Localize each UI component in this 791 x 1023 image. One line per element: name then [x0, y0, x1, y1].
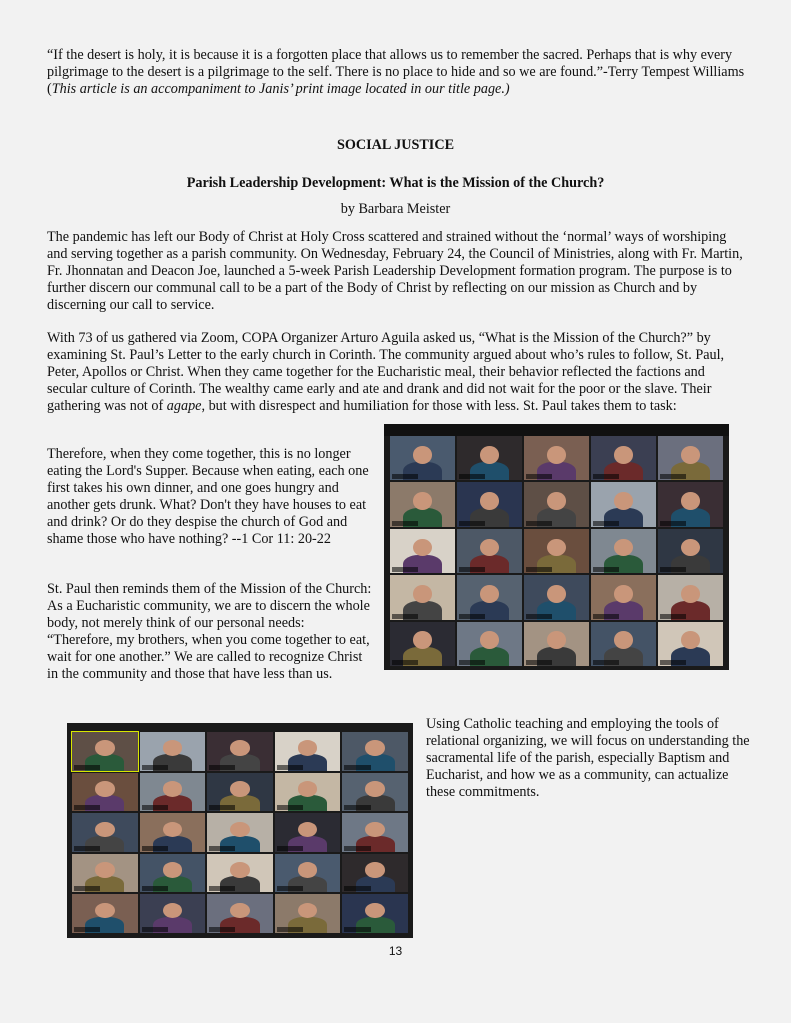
article-title: Parish Leadership Development: What is the Mission of the Church?: [186, 175, 605, 191]
participant-tile: [140, 773, 206, 812]
participant-name-label: [344, 886, 370, 891]
participant-name-label: [392, 521, 418, 526]
participant-tile: [457, 529, 522, 573]
participant-face: [365, 822, 385, 837]
participant-tile: [457, 622, 522, 666]
participant-name-label: [660, 660, 686, 665]
participant-face: [614, 492, 634, 510]
participant-tile: [658, 575, 723, 619]
participant-name-label: [142, 765, 168, 770]
participant-tile: [524, 482, 589, 526]
participant-tile: [658, 529, 723, 573]
paragraph-intro: The pandemic has left our Body of Christ at Holy Cross scattered and strained without the ‘normal’ ways of worshiping and serving together as a parish community. On Wednesday, February 24, the Council of Ministries, along with Fr. Martin, Fr. Jhonnatan and Deacon Joe, launched a 5-week Parish Leadership Development formation program. The purpose is to further discern our communal call to be a part of the Body of Christ by reflecting on our mission as Church and by discerning our call to service.: [47, 229, 743, 313]
participant-face: [95, 903, 115, 918]
participant-name-label: [344, 805, 370, 810]
participant-tile: [658, 622, 723, 666]
participant-tile: [524, 529, 589, 573]
participant-tile: [275, 894, 341, 933]
participant-tile: [207, 773, 273, 812]
participant-face: [681, 446, 701, 464]
participant-tile: [342, 894, 408, 933]
participant-tile: [524, 622, 589, 666]
participant-face: [163, 781, 183, 796]
zoom-title-bar: [384, 424, 729, 436]
participant-tile: [457, 482, 522, 526]
participant-name-label: [660, 614, 686, 619]
participant-face: [95, 862, 115, 877]
participant-tile: [457, 436, 522, 480]
participant-tile: [140, 813, 206, 852]
participant-tile: [72, 732, 138, 771]
participant-name-label: [344, 765, 370, 770]
paragraph-relational-organizing: Using Catholic teaching and employing the tools of relational organizing, we will focus on understanding the sacramental life of the parish, especially Baptism and Eucharist, and how we as a community, can actualize these commitments.: [426, 716, 750, 800]
participant-name-label: [593, 567, 619, 572]
participant-name-label: [344, 846, 370, 851]
participant-face: [298, 781, 318, 796]
participant-name-label: [459, 474, 485, 479]
participant-tile: [342, 854, 408, 893]
zoom-meeting-photo-2: [67, 723, 413, 938]
participant-tile: [457, 575, 522, 619]
participant-name-label: [459, 567, 485, 572]
participant-name-label: [660, 521, 686, 526]
participant-name-label: [74, 846, 100, 851]
participant-face: [230, 781, 250, 796]
participant-tile: [140, 732, 206, 771]
participant-name-label: [277, 927, 303, 932]
participant-tile: [140, 894, 206, 933]
participant-name-label: [277, 805, 303, 810]
participant-face: [547, 446, 567, 464]
epigraph-quote: [47, 47, 747, 98]
participant-tile: [72, 854, 138, 893]
participant-face: [480, 446, 500, 464]
participant-name-label: [209, 846, 235, 851]
participant-tile: [72, 813, 138, 852]
participant-tile: [658, 482, 723, 526]
participant-name-label: [74, 927, 100, 932]
participant-face: [413, 539, 433, 557]
participant-face: [163, 740, 183, 755]
participant-tile: [140, 854, 206, 893]
participant-face: [547, 539, 567, 557]
participant-face: [298, 822, 318, 837]
participant-face: [681, 585, 701, 603]
participant-name-label: [277, 765, 303, 770]
participant-name-label: [593, 474, 619, 479]
participant-tile: [275, 732, 341, 771]
participant-tile: [390, 482, 455, 526]
participant-name-label: [392, 474, 418, 479]
participant-face: [230, 862, 250, 877]
participant-name-label: [344, 927, 370, 932]
participant-tile: [207, 894, 273, 933]
participant-name-label: [593, 660, 619, 665]
scripture-quote: Therefore, when they come together, this is no longer eating the Lord's Supper. Because when eating, each one first takes his own dinner, and one goes hungry and another gets drunk. What? Don't they have houses to eat and drink? Or do they despise the church of God and shame those who have nothing? --1 Cor 11: 20-22: [47, 446, 369, 547]
participant-tile: [591, 529, 656, 573]
participant-face: [480, 585, 500, 603]
quote-note: This article is an accompaniment to Janis’ print image located in our title page.): [51, 81, 510, 97]
p2-text-after: , but with disrespect and humiliation for those with less. St. Paul takes them to task:: [201, 398, 677, 414]
zoom-meeting-photo-1: [384, 424, 729, 670]
participant-tile: [72, 894, 138, 933]
participant-tile: [207, 732, 273, 771]
p2-text-before: With 73 of us gathered via Zoom, COPA Organizer Arturo Aguila asked us, “What is the Mission of the Church?” by examining St. Paul’s Letter to the early church in Corinth. The community argued about who’s rules to follow, St. Paul, Peter, Apollos or Christ. When they came together for the Eucharistic meal, their behavior reflected the factions and secular culture of Corinth. The wealthy came early and ate and drank and did not wait for the poor or the slave. Their gathering was not of: [47, 330, 725, 414]
participant-name-label: [142, 805, 168, 810]
participant-tile: [658, 436, 723, 480]
participant-tile: [207, 813, 273, 852]
participant-name-label: [526, 521, 552, 526]
participant-face: [614, 585, 634, 603]
participant-tile: [591, 575, 656, 619]
participant-face: [547, 585, 567, 603]
participant-tile: [390, 529, 455, 573]
participant-tile: [342, 732, 408, 771]
participant-face: [95, 781, 115, 796]
participant-face: [413, 585, 433, 603]
participant-name-label: [209, 927, 235, 932]
participant-tile: [342, 773, 408, 812]
participant-tile: [524, 575, 589, 619]
participant-name-label: [660, 474, 686, 479]
section-heading: SOCIAL JUSTICE: [336, 137, 455, 153]
participant-face: [230, 903, 250, 918]
participant-name-label: [74, 805, 100, 810]
participant-face: [163, 862, 183, 877]
participant-face: [365, 740, 385, 755]
participant-name-label: [74, 886, 100, 891]
p2-italic-agape: agape: [166, 398, 202, 414]
participant-tile: [275, 813, 341, 852]
participant-name-label: [593, 614, 619, 619]
participant-name-label: [526, 567, 552, 572]
participant-face: [163, 822, 183, 837]
participant-face: [298, 862, 318, 877]
participant-name-label: [277, 886, 303, 891]
participant-name-label: [459, 614, 485, 619]
participant-tile: [390, 436, 455, 480]
participant-face: [230, 822, 250, 837]
participant-tile: [275, 773, 341, 812]
participant-name-label: [459, 521, 485, 526]
participant-name-label: [142, 927, 168, 932]
participant-face: [365, 781, 385, 796]
paragraph-zoom-gathering: [47, 330, 747, 415]
quote-text: “If the desert is holy, it is because it is a forgotten place that allows us to remember the sacred. Perhaps that is why every pilgrimage to the desert is a pilgrimage to the self. There is no place to hide and so we are found.”-Terry Tempest Williams (: [47, 47, 745, 97]
participant-tile: [591, 436, 656, 480]
participant-name-label: [142, 846, 168, 851]
participant-face: [230, 740, 250, 755]
page-number: 13: [388, 944, 403, 958]
participant-face: [614, 539, 634, 557]
participant-tile: [390, 622, 455, 666]
participant-face: [163, 903, 183, 918]
participant-face: [95, 822, 115, 837]
participant-face: [614, 446, 634, 464]
participant-face: [681, 492, 701, 510]
participant-face: [681, 539, 701, 557]
participant-name-label: [593, 521, 619, 526]
participant-name-label: [526, 614, 552, 619]
participant-name-label: [209, 886, 235, 891]
participant-face: [365, 903, 385, 918]
participant-face: [298, 903, 318, 918]
participant-name-label: [74, 765, 100, 770]
participant-grid-1: [390, 436, 723, 666]
participant-face: [365, 862, 385, 877]
participant-name-label: [526, 474, 552, 479]
participant-tile: [390, 575, 455, 619]
participant-face: [480, 492, 500, 510]
byline: by Barbara Meister: [340, 201, 451, 217]
participant-tile: [207, 854, 273, 893]
participant-face: [413, 492, 433, 510]
participant-tile: [591, 482, 656, 526]
participant-tile: [342, 813, 408, 852]
paragraph-mission: St. Paul then reminds them of the Mission of the Church: As a Eucharistic community, we are to discern the whole body, not merely think of our personal needs: “Therefore, my brothers, when you come together to eat, wait for one another.” We are called to recognize Christ in the community and those that have less than us.: [47, 581, 372, 682]
participant-tile: [524, 436, 589, 480]
participant-tile: [275, 854, 341, 893]
participant-name-label: [209, 765, 235, 770]
participant-name-label: [660, 567, 686, 572]
participant-tile: [72, 773, 138, 812]
participant-name-label: [142, 886, 168, 891]
participant-name-label: [392, 614, 418, 619]
participant-name-label: [277, 846, 303, 851]
participant-grid-2: [72, 732, 408, 933]
participant-face: [547, 492, 567, 510]
participant-face: [413, 446, 433, 464]
participant-name-label: [392, 660, 418, 665]
participant-face: [298, 740, 318, 755]
participant-face: [95, 740, 115, 755]
participant-name-label: [209, 805, 235, 810]
participant-name-label: [392, 567, 418, 572]
participant-face: [480, 539, 500, 557]
participant-tile: [591, 622, 656, 666]
participant-name-label: [459, 660, 485, 665]
participant-name-label: [526, 660, 552, 665]
